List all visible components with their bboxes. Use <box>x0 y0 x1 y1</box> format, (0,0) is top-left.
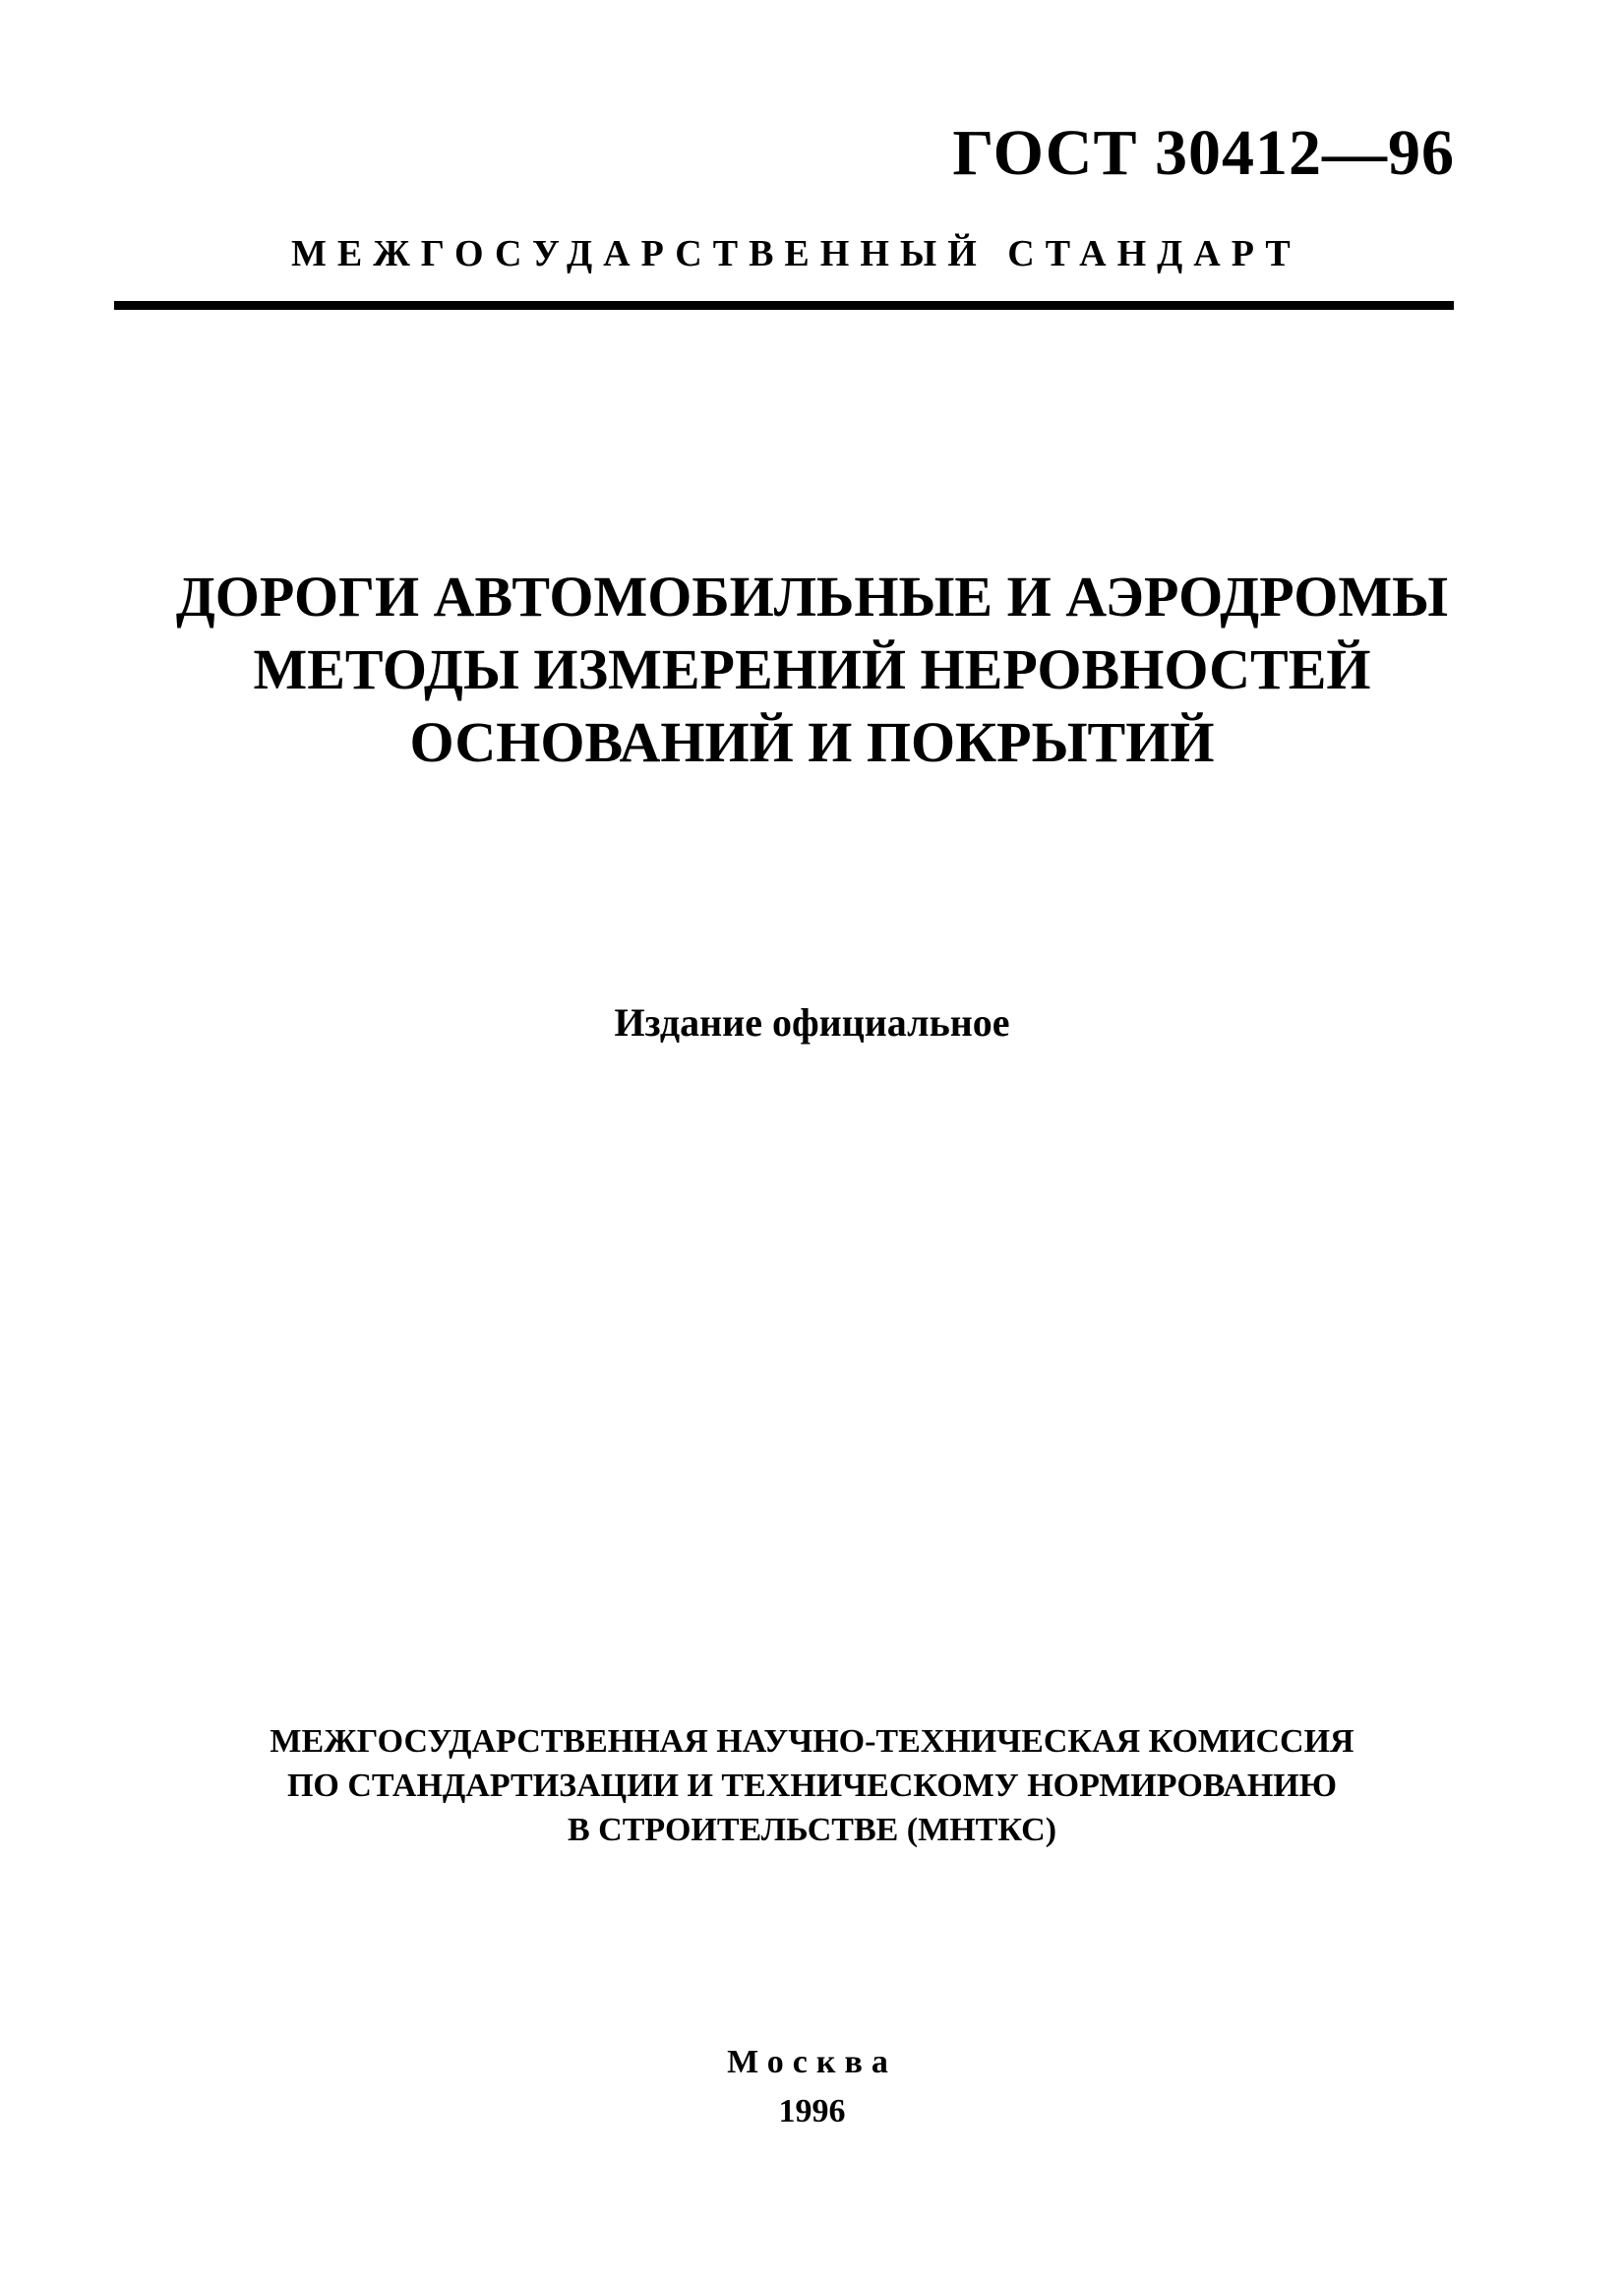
publisher-line: ПО СТАНДАРТИЗАЦИИ И ТЕХНИЧЕСКОМУ НОРМИРОВАНИЮ <box>286 1768 1338 1804</box>
publisher-block <box>98 1719 1526 1852</box>
publication-year: 1996 <box>778 2093 846 2129</box>
publisher-line: В СТРОИТЕЛЬСТВЕ (МНТКС) <box>567 1812 1057 1848</box>
document-title <box>98 561 1526 779</box>
title-line: МЕТОДЫ ИЗМЕРЕНИЙ НЕРОВНОСТЕЙ <box>253 637 1371 701</box>
title-line: ОСНОВАНИЙ И ПОКРЫТИЙ <box>409 710 1215 774</box>
publisher-line: МЕЖГОСУДАРСТВЕННАЯ НАУЧНО-ТЕХНИЧЕСКАЯ КОМИССИЯ <box>270 1723 1354 1760</box>
standard-type: МЕЖГОСУДАРСТВЕННЫЙ СТАНДАРТ <box>291 233 1301 274</box>
publication-city: Москва <box>727 2044 897 2080</box>
header-rule <box>114 301 1454 310</box>
edition-label: Издание официальное <box>614 1000 1010 1045</box>
standard-number: ГОСТ 30412—96 <box>952 117 1455 189</box>
title-line: ДОРОГИ АВТОМОБИЛЬНЫЕ И АЭРОДРОМЫ <box>175 565 1449 629</box>
